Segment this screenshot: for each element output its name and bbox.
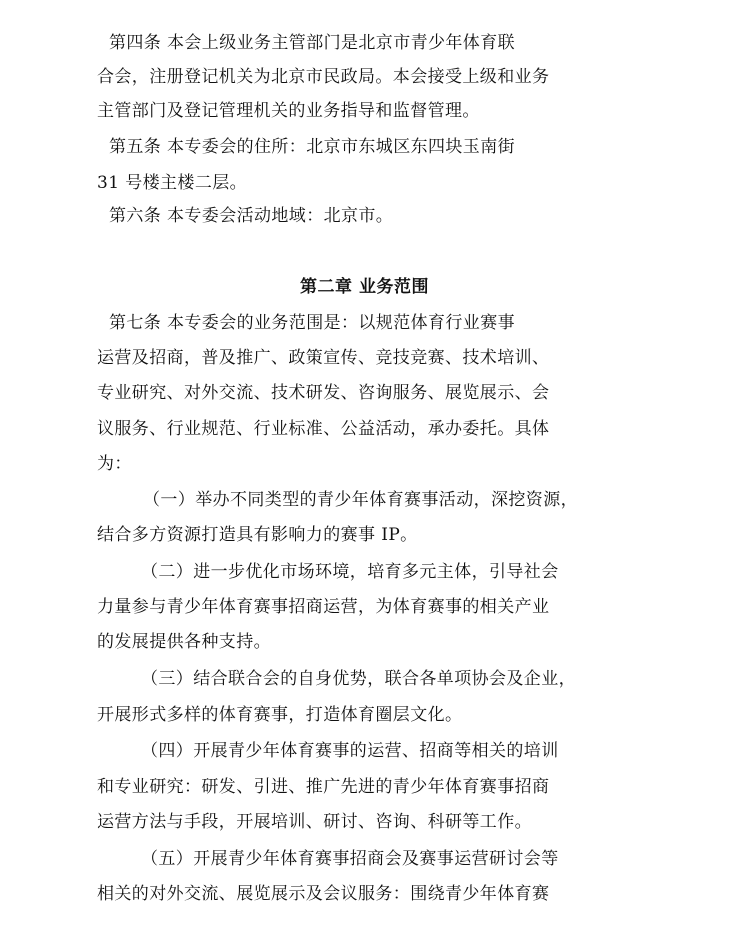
article-7-line-5: 为： — [97, 454, 132, 474]
item-2-line-3: 的发展提供各种支持。 — [97, 632, 271, 652]
item-4-line-3: 运营方法与手段，开展培训、研讨、咨询、科研等工作。 — [97, 812, 532, 832]
item-4-line-2: 和专业研究：研发、引进、推广先进的青少年体育赛事招商 — [97, 777, 550, 797]
item-4-line-1: （四）开展青少年体育赛事的运营、招商等相关的培训 — [141, 741, 559, 761]
article-7-line-3: 专业研究、对外交流、技术研发、咨询服务、展览展示、会 — [97, 383, 550, 403]
article-4-line-3: 主管部门及登记管理机关的业务指导和监督管理。 — [97, 101, 480, 121]
item-5-line-2: 相关的对外交流、展览展示及会议服务：围绕青少年体育赛 — [97, 884, 550, 904]
article-4-line-1: 第四条 本会上级业务主管部门是北京市青少年体育联 — [109, 33, 516, 53]
article-7-line-1: 第七条 本专委会的业务范围是：以规范体育行业赛事 — [109, 313, 516, 333]
article-7-line-2: 运营及招商，普及推广、政策宣传、竞技竞赛、技术培训、 — [97, 348, 550, 368]
article-5-line-1: 第五条 本专委会的住所：北京市东城区东四块玉南街 — [109, 137, 516, 157]
item-1-line-2: 结合多方资源打造具有影响力的赛事 IP。 — [97, 525, 418, 545]
chapter-2-title: 第二章 业务范围 — [300, 277, 429, 297]
item-2-line-1: （二）进一步优化市场环境，培育多元主体，引导社会 — [141, 562, 559, 582]
article-7-line-4: 议服务、行业规范、行业标准、公益活动，承办委托。具体 — [97, 419, 550, 439]
article-6-line-1: 第六条 本专委会活动地域：北京市。 — [109, 206, 394, 226]
article-4-line-2: 合会，注册登记机关为北京市民政局。本会接受上级和业务 — [97, 67, 550, 87]
item-2-line-2: 力量参与青少年体育赛事招商运营，为体育赛事的相关产业 — [97, 597, 550, 617]
item-3-line-2: 开展形式多样的体育赛事，打造体育圈层文化。 — [97, 705, 463, 725]
item-1-line-1: （一）举办不同类型的青少年体育赛事活动，深挖资源， — [143, 490, 578, 510]
article-5-line-2: 31 号楼主楼二层。 — [97, 173, 248, 193]
item-3-line-1: （三）结合联合会的自身优势，联合各单项协会及企业， — [141, 669, 576, 689]
item-5-line-1: （五）开展青少年体育赛事招商会及赛事运营研讨会等 — [141, 849, 559, 869]
